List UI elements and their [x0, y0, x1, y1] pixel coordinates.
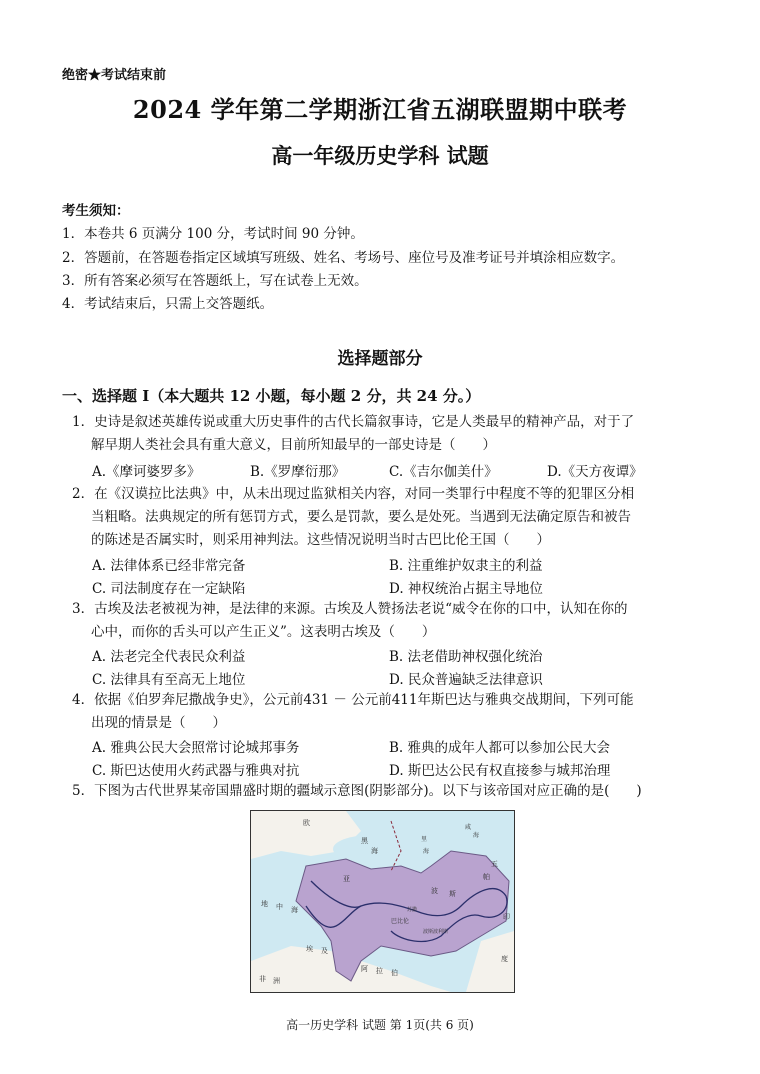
- option: D. 民众普遍缺乏法律意识: [389, 672, 543, 688]
- map-label: 拉: [376, 967, 383, 975]
- option: C. 斯巴达使用火药武器与雅典对抗: [92, 763, 300, 779]
- option: D. 神权统治占据主导地位: [389, 581, 543, 597]
- map-label: 海: [371, 847, 378, 855]
- notice-item: 1．本卷共 6 页满分 100 分，考试时间 90 分钟。: [62, 226, 364, 242]
- question-1-line: 1．史诗是叙述英雄传说或重大历史事件的古代长篇叙事诗，它是人类最早的精神产品，对于了: [72, 414, 635, 430]
- empire-territory-map: [250, 810, 515, 993]
- map-label: 帕: [483, 873, 490, 881]
- confidential-mark: 绝密★考试结束前: [62, 68, 167, 83]
- map-label: 及: [321, 947, 328, 955]
- map-label: 波: [431, 887, 438, 895]
- option: C. 司法制度存在一定缺陷: [92, 581, 246, 597]
- option: C.《吉尔伽美什》: [389, 464, 498, 480]
- question-3-line: 3．古埃及法老被视为神，是法律的来源。古埃及人赞扬法老说“威令在你的口中，认知在你的: [72, 601, 628, 617]
- map-label: 伯: [391, 969, 398, 977]
- map-label: 印: [503, 913, 510, 921]
- map-label: 度: [501, 955, 508, 963]
- map-label: 阿: [361, 965, 368, 973]
- option: B. 注重维护奴隶主的利益: [389, 558, 543, 574]
- page-footer: 高一历史学科 试题 第 1页(共 6 页): [286, 1018, 474, 1032]
- option: C. 法律具有至高无上地位: [92, 672, 246, 688]
- question-2-line: 的陈述是否属实时，则采用神判法。这些情况说明当时古巴比伦王国（ ）: [91, 532, 550, 548]
- question-4-line: 4．依据《伯罗奔尼撒战争史》，公元前431 － 公元前411年斯巴达与雅典交战期间，下列可能: [72, 692, 634, 708]
- map-label: 波斯波利斯: [423, 929, 449, 935]
- question-2-line: 2．在《汉谟拉比法典》中，从未出现过监狱相关内容，对同一类罪行中程度不等的犯罪区分相: [72, 486, 635, 502]
- map-label: 埃: [306, 945, 313, 953]
- map-label: 五: [491, 860, 498, 868]
- map-label: 咸: [465, 824, 472, 831]
- map-label: 亚: [343, 875, 350, 883]
- map-label: 苏撒: [407, 907, 418, 913]
- part-title: 一、选择题 I（本大题共 12 小题，每小题 2 分，共 24 分。）: [62, 387, 481, 405]
- notice-heading: 考生须知：: [62, 203, 130, 219]
- notice-item: 3．所有答案必须写在答题纸上，写在试卷上无效。: [62, 273, 368, 289]
- question-3-line: 心中，而你的舌头可以产生正义”。这表明古埃及（ ）: [91, 624, 436, 640]
- option: D.《天方夜谭》: [547, 464, 643, 480]
- option: B.《罗摩衍那》: [250, 464, 346, 480]
- map-label: 里: [421, 836, 428, 843]
- option: A. 法老完全代表民众利益: [92, 649, 246, 665]
- caspian-sea: [416, 821, 436, 871]
- map-label: 黑: [361, 837, 368, 845]
- map-label: 海: [423, 848, 430, 855]
- question-4-line: 出现的情景是（ ）: [91, 715, 226, 731]
- option: B. 雅典的成年人都可以参加公民大会: [389, 740, 611, 756]
- map-drawing: [251, 811, 514, 992]
- map-label: 非: [259, 975, 266, 983]
- exam-title: 2024 学年第二学期浙江省五湖联盟期中联考: [132, 95, 628, 124]
- option: D. 斯巴达公民有权直接参与城邦治理: [389, 763, 611, 779]
- question-2-line: 当粗略。法典规定的所有惩罚方式，要么是罚款，要么是处死。当遇到无法确定原告和被告: [91, 509, 631, 525]
- map-label: 中: [276, 903, 283, 911]
- option: A.《摩诃婆罗多》: [92, 464, 201, 480]
- option: B. 法老借助神权强化统治: [389, 649, 543, 665]
- option: A. 雅典公民大会照常讨论城邦事务: [92, 740, 300, 756]
- map-label: 巴比伦: [391, 918, 410, 925]
- section-title: 选择题部分: [337, 349, 423, 369]
- map-label: 欧: [303, 819, 310, 827]
- question-5-line: 5．下图为古代世界某帝国鼎盛时期的疆域示意图(阴影部分)。以下与该帝国对应正确的是( ): [72, 783, 642, 799]
- map-label: 海: [291, 906, 298, 914]
- map-label: 洲: [273, 977, 280, 985]
- question-1-line: 解早期人类社会具有重大意义，目前所知最早的一部史诗是（ ）: [91, 437, 496, 453]
- exam-subtitle: 高一年级历史学科 试题: [271, 143, 489, 168]
- option: A. 法律体系已经非常完备: [92, 558, 246, 574]
- map-label: 海: [473, 832, 480, 839]
- notice-item: 4．考试结束后，只需上交答题纸。: [62, 296, 274, 312]
- map-label: 斯: [449, 890, 456, 898]
- map-label: 地: [261, 900, 268, 908]
- notice-item: 2．答题前，在答题卷指定区域填写班级、姓名、考场号、座位号及准考证号并填涂相应数字。: [62, 250, 625, 266]
